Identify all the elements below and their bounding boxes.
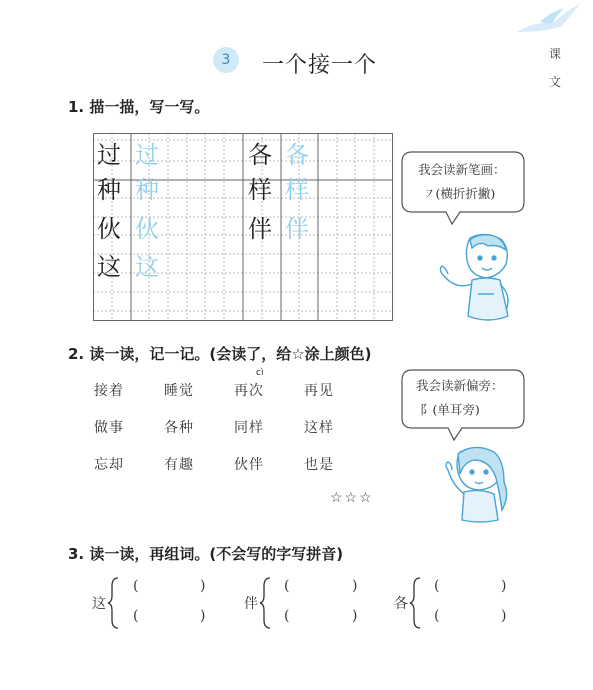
- word-r2-c2: 各种: [164, 420, 194, 436]
- side-tag: [547, 40, 563, 96]
- grid-char-huo: 伙: [97, 215, 121, 243]
- grid-char-zhe-trace: 这: [135, 253, 159, 281]
- star-rating[interactable]: ☆☆☆: [330, 490, 374, 506]
- section-2-title: 2. 读一读，记一记。(会读了，给☆涂上颜色): [68, 345, 372, 363]
- section-1-title: 1. 描一描，写一写。: [68, 98, 210, 116]
- word-r1-c2: 睡觉: [164, 383, 194, 399]
- group-3-head-char: 各: [394, 596, 408, 612]
- girl-illustration: [430, 444, 520, 524]
- lesson-number-badge: 3: [213, 47, 239, 73]
- group-1-blank-2-close[interactable]: ): [200, 608, 206, 624]
- group-3-blank-2-close[interactable]: ): [501, 608, 507, 624]
- word-r3-c4: 也是: [304, 457, 334, 473]
- group-3-blank-1-close[interactable]: ): [501, 578, 507, 594]
- word-r2-c4: 这样: [304, 420, 334, 436]
- grid-char-zhong-trace: 种: [135, 176, 159, 204]
- grid-char-ban-trace: 伴: [285, 215, 309, 243]
- grid-char-yang-trace: 样: [285, 176, 309, 204]
- word-r3-c3: 伙伴: [234, 457, 264, 473]
- grid-char-zhe: 这: [97, 253, 121, 281]
- word-r2-c3: 同样: [234, 420, 264, 436]
- grid-char-ge: 各: [248, 141, 272, 169]
- group-2-blank-1-open[interactable]: (: [284, 578, 290, 594]
- word-r3-c1: 忘却: [94, 457, 124, 473]
- word-r1-c1: 接着: [94, 383, 124, 399]
- group-2-brace: [258, 576, 272, 630]
- pinyin-hint-ci: cì: [256, 368, 264, 378]
- side-tag-char-2: 文: [548, 75, 561, 89]
- grid-char-guo-trace: 过: [135, 141, 159, 169]
- group-1-brace: [106, 576, 120, 630]
- word-r2-c1: 做事: [94, 420, 124, 436]
- boy-illustration: [428, 228, 528, 328]
- bird-icon: [512, 2, 582, 42]
- bubble-2-line-1: 我会读新偏旁：: [416, 378, 504, 393]
- group-2-head-char: 伴: [244, 596, 258, 612]
- group-2-blank-1-close[interactable]: ): [352, 578, 358, 594]
- side-tag-char-1: 课: [548, 47, 561, 61]
- grid-char-ge-trace: 各: [285, 141, 309, 169]
- group-1-blank-2-open[interactable]: (: [133, 608, 139, 624]
- bubble-1-line-1: 我会读新笔画：: [418, 162, 506, 177]
- writing-grid: [93, 133, 393, 321]
- group-3-blank-1-open[interactable]: (: [434, 578, 440, 594]
- group-2-blank-2-close[interactable]: ): [352, 608, 358, 624]
- group-1-blank-1-open[interactable]: (: [133, 578, 139, 594]
- grid-char-yang: 样: [248, 176, 272, 204]
- group-3-blank-2-open[interactable]: (: [434, 608, 440, 624]
- group-2-blank-2-open[interactable]: (: [284, 608, 290, 624]
- grid-char-huo-trace: 伙: [135, 215, 159, 243]
- grid-char-ban: 伴: [248, 215, 272, 243]
- word-r1-c4: 再见: [304, 383, 334, 399]
- bubble-2-line-2: 阝(单耳旁): [420, 402, 480, 417]
- section-3-title: 3. 读一读，再组词。(不会写的字写拼音): [68, 545, 344, 563]
- lesson-title: 一个接一个: [262, 53, 378, 78]
- group-1-blank-1-close[interactable]: ): [200, 578, 206, 594]
- bubble-1-line-2: ㇇(横折折撇): [423, 186, 496, 201]
- word-r3-c2: 有趣: [164, 457, 194, 473]
- group-3-brace: [408, 576, 422, 630]
- word-r1-c3: 再次: [234, 383, 264, 399]
- grid-char-guo: 过: [97, 141, 121, 169]
- group-1-head-char: 这: [92, 596, 106, 612]
- grid-char-zhong: 种: [97, 176, 121, 204]
